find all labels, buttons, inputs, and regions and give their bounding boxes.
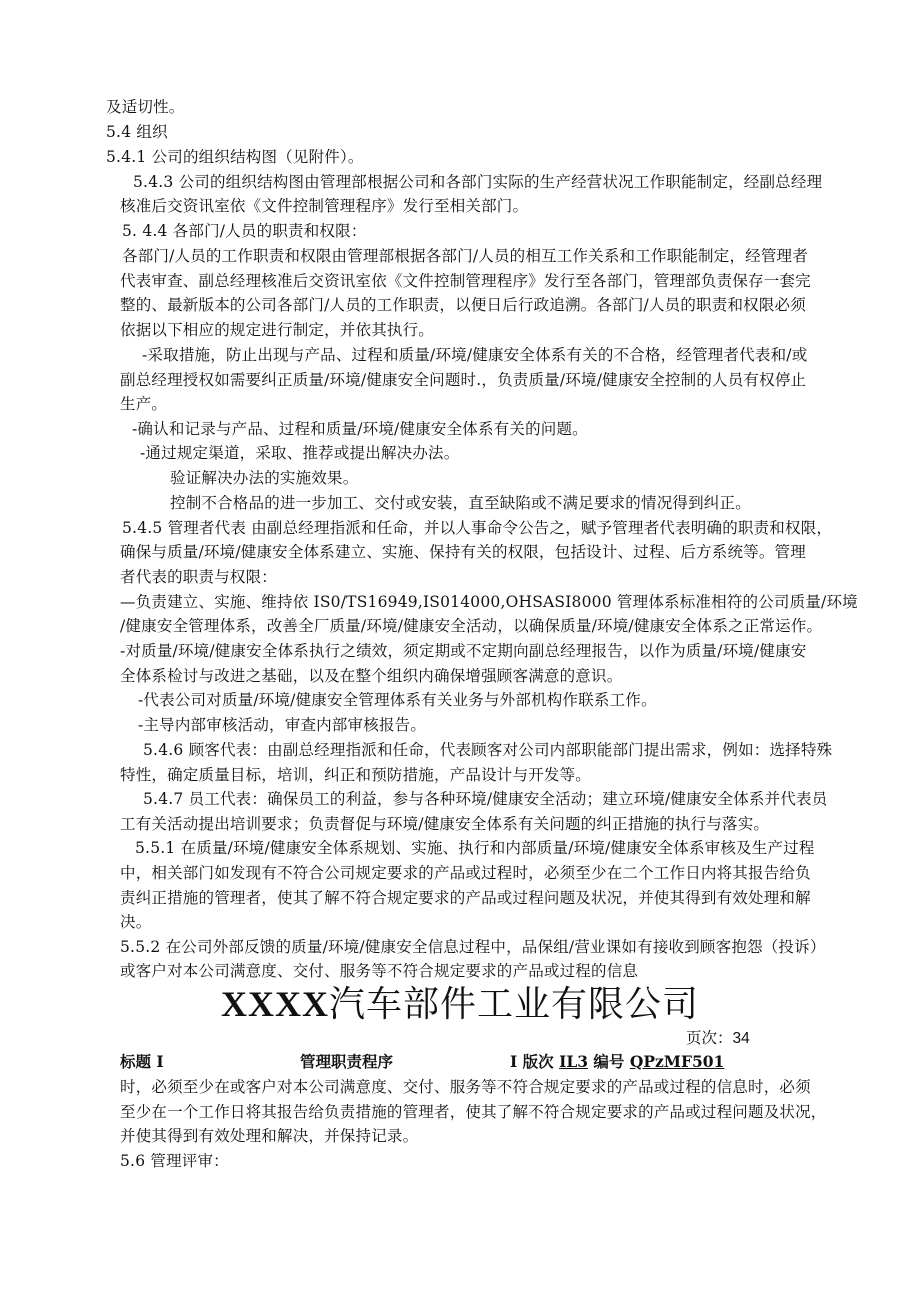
text-line: 整的、最新版本的公司各部门/人员的工作职责，以便日后行政追溯。各部门/人员的职责和权限必须 [120,296,806,314]
text-line: 特性，确定质量目标，培训，纠正和预防措施，产品设计与开发等。 [120,766,592,784]
text-line: 5.4.7 员工代表：确保员工的利益，参与各种环境/健康安全活动；建立环境/健康安全体系并代表员 [143,790,828,808]
text-line: -通过规定渠道，采取、推荐或提出解决办法。 [140,444,460,462]
text-line: 责纠正措施的管理者，使其了解不符合规定要求的产品或过程问题及状况，并使其得到有效处理和解 [120,889,811,907]
text-line: 或客户对本公司满意度、交付、服务等不符合规定要求的产品或过程的信息 [120,962,639,980]
section-heading: 5. 4.4 各部门/人员的职责和权限： [122,222,367,240]
version-value: IL3 [559,1052,588,1071]
code-label: 编号 [593,1052,625,1071]
text-line: 5.4.6 顾客代表：由副总经理指派和任命，代表顾客对公司内部职能部门提出需求，例如：选择特殊 [143,741,833,759]
text-line: 验证解决办法的实施效果。 [170,469,359,487]
text-line: -确认和记录与产品、过程和质量/环境/健康安全体系有关的问题。 [132,420,588,438]
page-number [686,1028,750,1049]
text-line: -主导内部审核活动，审查内部审核报告。 [138,716,427,734]
text-line: 5.5.2 在公司外部反馈的质量/环境/健康安全信息过程中，品保组/营业课如有接收到顾客抱怨（投诉） [120,938,826,956]
version-label: I 版次 [510,1052,554,1071]
text-line: 至少在一个工作日将其报告给负责措施的管理者，使其了解不符合规定要求的产品或过程问题及状况， [120,1103,827,1121]
text-line: 代表审查、副总经理核准后交资讯室依《文件控制管理程序》发行至各部门，管理部负责保存一套完 [120,272,811,290]
text-line: 确保与质量/环境/健康安全体系建立、实施、保持有关的权限，包括设计、过程、后方系统等。管理 [120,543,806,561]
text-line: 及适切性。 [106,98,185,116]
text-line: 全体系检讨与改进之基础，以及在整个组织内确保增强顾客满意的意识。 [120,667,623,685]
text-line: -采取措施，防止出现与产品、过程和质量/环境/健康安全体系有关的不合格，经管理者代表和/或 [142,346,808,364]
doc-title-value: 管理职责程序 [300,1052,394,1071]
text-line: —负责建立、实施、维持依 IS0/TS16949,IS014000,OHSASI8000 管理体系标准相符的公司质量/环境 [120,593,858,611]
text-line: 5.4.3 公司的组织结构图由管理部根据公司和各部门实际的生产经营状况工作职能制定，经副总经理 [133,173,823,191]
text-line: /健康安全管理体系，改善全厂质量/环境/健康安全活动，以确保质量/环境/健康安全体系之正常运作。 [120,617,823,635]
company-title [0,982,920,1027]
doc-title-label: 标题 I [120,1052,164,1071]
text-line: 各部门/人员的工作职责和权限由管理部根据各部门/人员的相互工作关系和工作职能制定，经管理者 [122,247,808,265]
company-name-cjk: 汽车部件工业有限公司 [328,984,699,1025]
text-line: 决。 [120,913,152,931]
company-name-latin: XXXX [220,984,329,1024]
text-line: -代表公司对质量/环境/健康安全管理体系有关业务与外部机构作联系工作。 [138,691,657,709]
text-line: 依据以下相应的规定进行制定，并依其执行。 [120,321,435,339]
section-heading: 5.6 管理评审： [120,1152,229,1170]
text-line: 5.4.5 管理者代表 由副总经理指派和任命，并以人事命令公告之，赋予管理者代表明确的职责和权限， [122,519,833,537]
text-line: 时，必须至少在或客户对本公司满意度、交付、服务等不符合规定要求的产品或过程的信息时，必须 [120,1078,811,1096]
page-number-value: 34 [732,1030,750,1047]
text-line: 5.4.1 公司的组织结构图（见附件）。 [106,148,364,166]
text-line: 工有关活动提出培训要求；负责督促与环境/健康安全体系有关问题的纠正措施的执行与落实。 [120,815,770,833]
text-line: 副总经理授权如需要纠正质量/环境/健康安全问题时.，负责质量/环境/健康安全控制的人员有权停止 [120,371,807,389]
text-line: -对质量/环境/健康安全体系执行之绩效，须定期或不定期向副总经理报告，以作为质量/环境/健康安 [120,642,807,660]
text-line: 者代表的职责与权限： [120,568,278,586]
text-line: 生产。 [120,395,168,413]
text-line: 控制不合格品的进一步加工、交付或安装，直至缺陷或不满足要求的情况得到纠正。 [170,494,751,512]
text-line: 中，相关部门如发现有不符合公司规定要求的产品或过程时，必须至少在二个工作日内将其报告给负 [120,864,811,882]
text-line: 核准后交资讯室依《文件控制管理程序》发行至相关部门。 [120,197,529,215]
page-label: 页次： [686,1029,733,1047]
text-line: 5.5.1 在质量/环境/健康安全体系规划、实施、执行和内部质量/环境/健康安全体系审核及生产过程 [135,839,815,857]
section-heading: 5.4 组织 [106,123,168,141]
code-value: QPzMF501 [629,1052,725,1071]
text-line: 并使其得到有效处理和解决，并保持记录。 [120,1127,419,1145]
doc-version [510,1052,724,1072]
